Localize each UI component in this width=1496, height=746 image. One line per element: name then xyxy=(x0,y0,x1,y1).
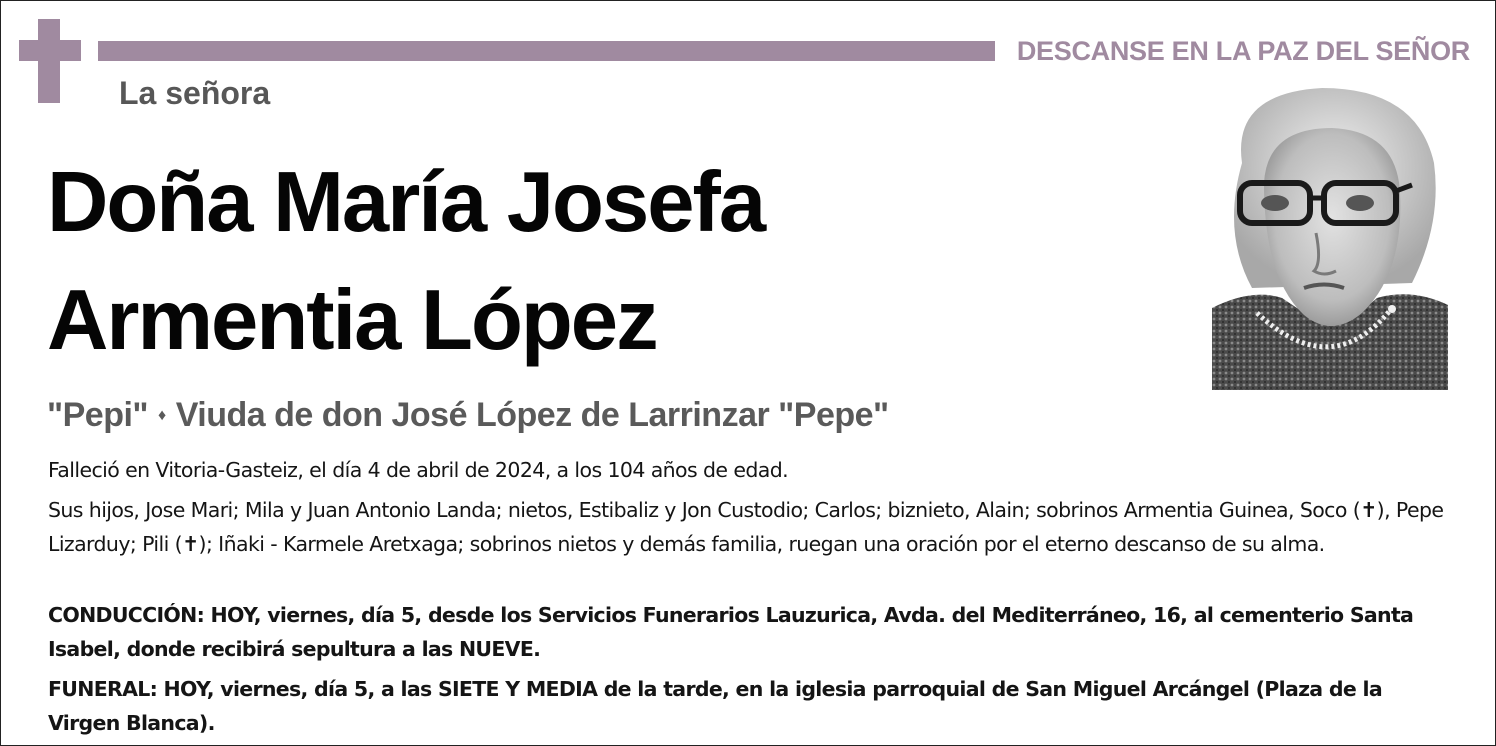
widow-of: Viuda de don José López de Larrinzar "Pepe" xyxy=(175,396,889,434)
conduccion-statement: CONDUCCIÓN: HOY, viernes, día 5, desde los Servicios Funerarios Lauzurica, Avda. del Mediterráneo, 16, al cementerio Santa Isabel, donde recibirá sepultura a las NUEVE. xyxy=(48,603,1414,661)
cross-icon xyxy=(38,19,60,103)
funeral-statement: FUNERAL: HOY, viernes, día 5, a las SIETE Y MEDIA de la tarde, en la iglesia parroquial de San Miguel Arcángel (Plaza de la Virgen Blanca). xyxy=(48,677,1382,735)
deceased-name xyxy=(47,144,1147,380)
intro-label: La señora xyxy=(119,75,271,111)
nickname: "Pepi" xyxy=(47,396,149,434)
header-rule xyxy=(98,41,995,61)
alias-line xyxy=(47,396,889,435)
name-line-1: Doña María Josefa xyxy=(47,155,765,250)
family-statement: Sus hijos, Jose Mari; Mila y Juan Antonio Landa; nietos, Estibaliz y Jon Custodio; Carlos; biznieto, Alain; sobrinos Armentia Guinea, Soco (✝), Pepe Lizarduy; Pili (✝); Iñaki - Karmele Aretxaga; sobrinos nietos y demás familia, ruegan una oración por el eterno descanso de su alma. xyxy=(48,498,1444,556)
death-statement: Falleció en Vitoria-Gasteiz, el día 4 de abril de 2024, a los 104 años de edad. xyxy=(48,458,789,482)
header-motto: DESCANSE EN LA PAZ DEL SEÑOR xyxy=(1016,36,1470,66)
name-line-2: Armentia López xyxy=(47,273,657,368)
cross-icon-arm xyxy=(19,40,81,61)
portrait-photo xyxy=(1212,83,1448,390)
separator-diamond: ♦ xyxy=(158,407,166,424)
